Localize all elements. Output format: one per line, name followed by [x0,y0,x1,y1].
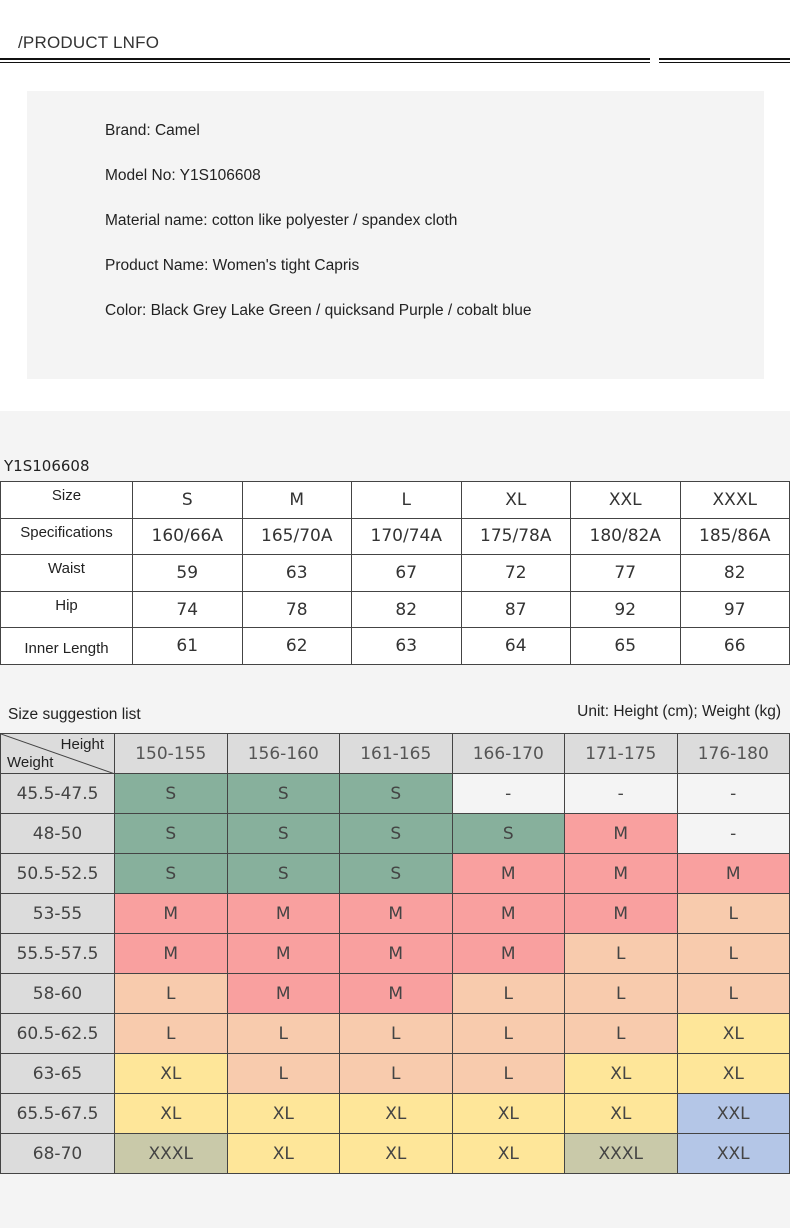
suggested-size-cell: XL [115,1094,228,1134]
suggested-size-cell: L [565,934,678,974]
suggestion-row [1,894,790,934]
suggested-size-cell: M [227,894,340,934]
weight-header-cell: 63-65 [1,1054,115,1094]
suggested-size-cell: XL [565,1094,678,1134]
suggested-size-cell: XL [452,1134,565,1174]
spec-cell: 74 [133,591,243,628]
suggested-size-cell: L [227,1054,340,1094]
size-spec-table [0,481,790,665]
suggested-size-cell: S [340,774,453,814]
suggested-size-cell: XXXL [565,1134,678,1174]
suggested-size-cell: L [565,1014,678,1054]
suggested-size-cell: XL [340,1134,453,1174]
spec-cell: 185/86A [680,518,790,555]
weight-header-cell: 65.5-67.5 [1,1094,115,1134]
spec-row [1,482,790,519]
suggested-size-cell: XXL [677,1094,790,1134]
suggestion-title: Size suggestion list [8,706,141,723]
header-rule [0,62,650,63]
header-rule [659,58,790,60]
spec-cell: L [352,482,462,519]
corner-weight-label: Weight [7,754,54,771]
height-header-cell: 166-170 [452,734,565,774]
weight-header-cell: 50.5-52.5 [1,854,115,894]
suggested-size-cell: XL [227,1094,340,1134]
suggested-size-cell: - [565,774,678,814]
height-header-cell: 171-175 [565,734,678,774]
spec-row-label [1,482,133,519]
color-line: Color: Black Grey Lake Green / quicksand Purple / cobalt blue [105,302,532,319]
spec-row-label-text: Specifications [20,523,113,541]
spec-cell: 170/74A [352,518,462,555]
spec-row [1,555,790,592]
weight-header-cell: 53-55 [1,894,115,934]
spec-row-label [1,591,133,628]
suggestion-row [1,854,790,894]
spec-cell: 82 [352,591,462,628]
suggested-size-cell: M [677,854,790,894]
suggested-size-cell: M [565,894,678,934]
suggested-size-cell: S [227,814,340,854]
suggestion-row [1,1054,790,1094]
height-header-cell: 150-155 [115,734,228,774]
suggested-size-cell: XL [115,1054,228,1094]
spec-cell: 160/66A [133,518,243,555]
spec-row [1,518,790,555]
product-name-line: Product Name: Women's tight Capris [105,257,360,274]
page-header [0,0,790,70]
suggested-size-cell: M [565,854,678,894]
section-title: /PRODUCT LNFO [18,33,160,52]
suggested-size-cell: M [565,814,678,854]
brand-line: Brand: Camel [105,122,200,139]
suggested-size-cell: S [452,814,565,854]
spec-cell: 78 [242,591,352,628]
spec-cell: 61 [133,628,243,665]
suggested-size-cell: L [452,1014,565,1054]
suggestion-header-row [1,734,790,774]
spec-cell: 87 [461,591,571,628]
suggested-size-cell: M [340,934,453,974]
height-header-cell: 176-180 [677,734,790,774]
suggested-size-cell: XL [227,1134,340,1174]
material-line: Material name: cotton like polyester / spandex cloth [105,212,458,229]
spec-row-label-text: Waist [48,560,85,578]
suggested-size-cell: S [115,774,228,814]
suggested-size-cell: XXL [677,1134,790,1174]
header-rule [659,62,790,63]
suggested-size-cell: XL [565,1054,678,1094]
product-info-box [27,91,764,379]
spec-cell: XXL [571,482,681,519]
suggested-size-cell: M [340,894,453,934]
unit-label: Unit: Height (cm); Weight (kg) [577,703,781,720]
suggested-size-cell: - [677,814,790,854]
spec-cell: 63 [352,628,462,665]
height-header-cell: 161-165 [340,734,453,774]
suggested-size-cell: M [227,934,340,974]
suggested-size-cell: S [115,854,228,894]
weight-header-cell: 48-50 [1,814,115,854]
spec-row [1,591,790,628]
spec-cell: 65 [571,628,681,665]
suggestion-row [1,774,790,814]
spec-cell: 82 [680,555,790,592]
suggested-size-cell: S [227,854,340,894]
suggested-size-cell: - [677,774,790,814]
spec-cell: 64 [461,628,571,665]
spec-cell: 165/70A [242,518,352,555]
suggested-size-cell: S [227,774,340,814]
suggestion-row [1,814,790,854]
suggested-size-cell: S [340,814,453,854]
weight-header-cell: 60.5-62.5 [1,1014,115,1054]
spec-cell: 63 [242,555,352,592]
height-header-cell: 156-160 [227,734,340,774]
spec-cell: 59 [133,555,243,592]
suggested-size-cell: M [227,974,340,1014]
suggested-size-cell: XL [677,1014,790,1054]
suggested-size-cell: L [677,974,790,1014]
spec-cell: 62 [242,628,352,665]
weight-header-cell: 55.5-57.5 [1,934,115,974]
suggested-size-cell: M [452,894,565,934]
spec-cell: 97 [680,591,790,628]
weight-header-cell: 45.5-47.5 [1,774,115,814]
suggestion-row [1,1014,790,1054]
suggested-size-cell: M [452,854,565,894]
spec-cell: S [133,482,243,519]
suggested-size-cell: M [340,974,453,1014]
suggestion-row [1,934,790,974]
suggested-size-cell: M [115,934,228,974]
spec-row-label-text: Size [51,487,82,505]
weight-header-cell: 58-60 [1,974,115,1014]
header-rule [0,58,650,60]
suggestion-row [1,974,790,1014]
size-suggestion-table [0,733,790,1174]
suggested-size-cell: L [340,1014,453,1054]
suggested-size-cell: S [340,854,453,894]
spec-cell: 66 [680,628,790,665]
suggested-size-cell: XXXL [115,1134,228,1174]
suggested-size-cell: XL [452,1094,565,1134]
spec-cell: 92 [571,591,681,628]
suggestion-row [1,1134,790,1174]
spec-cell: XXXL [680,482,790,519]
spec-row-label [1,518,133,555]
spec-cell: 175/78A [461,518,571,555]
suggested-size-cell: L [340,1054,453,1094]
model-line: Model No: Y1S106608 [105,167,261,184]
suggested-size-cell: L [677,894,790,934]
spec-cell: M [242,482,352,519]
suggested-size-cell: L [115,1014,228,1054]
suggested-size-cell: L [452,1054,565,1094]
corner-cell [1,734,115,774]
suggested-size-cell: L [227,1014,340,1054]
suggestion-row [1,1094,790,1134]
size-table-model-label: Y1S106608 [4,457,90,475]
spec-cell: 180/82A [571,518,681,555]
suggested-size-cell: L [677,934,790,974]
corner-height-label: Height [60,736,104,753]
spec-cell: 67 [352,555,462,592]
spec-row [1,628,790,665]
suggested-size-cell: M [452,934,565,974]
suggested-size-cell: L [115,974,228,1014]
spec-cell: 72 [461,555,571,592]
spec-row-label-text: Hip [55,597,78,615]
suggested-size-cell: L [452,974,565,1014]
suggested-size-cell: L [565,974,678,1014]
suggested-size-cell: M [115,894,228,934]
spec-row-label [1,555,133,592]
suggested-size-cell: XL [340,1094,453,1134]
spec-cell: 77 [571,555,681,592]
spec-row-label-text: Inner Length [24,639,109,657]
weight-header-cell: 68-70 [1,1134,115,1174]
spec-cell: XL [461,482,571,519]
suggested-size-cell: S [115,814,228,854]
suggested-size-cell: XL [677,1054,790,1094]
suggested-size-cell: - [452,774,565,814]
spec-row-label [1,628,133,665]
